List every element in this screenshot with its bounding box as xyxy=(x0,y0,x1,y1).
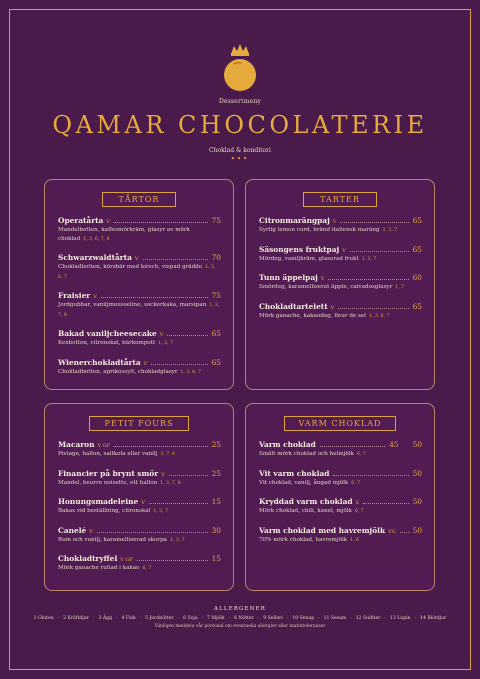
description-text: 70% mörk choklad, havremjölk xyxy=(259,536,348,543)
section-title: TARTER xyxy=(303,192,377,207)
page-subtitle: Choklad & konditori xyxy=(209,147,271,154)
menu-item-name: Honungsmadeleine xyxy=(58,497,139,506)
allergen-codes: 6, 7 xyxy=(351,480,361,486)
menu-item-row xyxy=(58,291,221,300)
diet-tag: S xyxy=(355,500,359,506)
menu-item xyxy=(58,216,221,244)
menu-item-name: Kryddad varm choklad xyxy=(259,497,353,506)
dotted-leader xyxy=(149,503,208,504)
menu-item-description xyxy=(58,368,221,378)
allergen-codes: 1, 3, 6, 7 xyxy=(180,369,201,375)
dotted-leader xyxy=(320,446,385,447)
dotted-leader xyxy=(151,364,207,365)
diet-tag: V xyxy=(143,360,148,367)
dotted-leader xyxy=(340,222,408,223)
menu-item-description xyxy=(58,479,221,489)
allergen-entry: 6 Soja xyxy=(183,616,198,621)
allergen-entry: 13 Lupin xyxy=(389,616,411,621)
menu-item-row xyxy=(259,302,422,311)
dotted-leader xyxy=(400,532,409,533)
allergen-entry: 3 Ägg xyxy=(98,616,113,621)
menu-item-price: 65 xyxy=(412,216,422,225)
separator: · xyxy=(286,616,289,621)
allergen-entry: 4 Fisk xyxy=(121,616,136,621)
separator: · xyxy=(350,616,352,621)
menu-item-row xyxy=(259,469,422,478)
dotted-leader xyxy=(114,446,207,447)
separator: · xyxy=(201,616,204,621)
diet-tag: V xyxy=(106,219,110,225)
menu-item xyxy=(58,329,221,349)
menu-item-price: 65 xyxy=(412,301,422,311)
section-tartor xyxy=(44,179,234,390)
menu-item-description xyxy=(259,255,422,265)
menu-item-description xyxy=(259,507,422,517)
menu-item xyxy=(58,358,221,378)
allergen-codes: 1, 3, 7 xyxy=(153,509,168,514)
menu-item-price: 70 xyxy=(211,253,221,262)
menu-item-name: Schwarzwaldtårta xyxy=(58,253,132,262)
description-text: Jordgubbar, vaniljmousseline, sockerkaka, marsipan xyxy=(58,302,207,308)
menu-item-row xyxy=(259,273,422,282)
description-text: Mandelbotten, kaffesmörkräm, glasyr av mörk choklad xyxy=(58,227,190,242)
menu-item xyxy=(58,554,221,574)
menu-item xyxy=(58,253,221,282)
menu-eyebrow: Dessertmeny xyxy=(218,98,262,105)
menu-item-name: Financier på brynt smör xyxy=(58,468,159,478)
allergen-entry: 8 Nötter xyxy=(234,616,254,621)
allergen-entry: 5 Jordnötter xyxy=(145,616,174,621)
menu-item-price: 50 xyxy=(412,525,422,535)
allergen-codes: 6, 7 xyxy=(356,452,366,457)
description-text: Mörk choklad, chili, kanel, mjölk xyxy=(259,508,352,514)
diet-tag: V GF xyxy=(120,557,133,563)
separator: · xyxy=(414,616,417,621)
menu-item-name: Tunn äppelpaj xyxy=(259,273,318,282)
menu-item-description xyxy=(259,283,422,293)
diet-tag: V xyxy=(332,219,337,225)
menu-item-name: Chokladtartelett xyxy=(259,301,328,311)
description-text: Smördeg, karamelliserat äpple, calvadosglasyr xyxy=(259,284,393,290)
separator: · xyxy=(139,616,142,621)
menu-item-price: 65 xyxy=(211,329,221,338)
description-text: Mördeg, vaniljkräm, glaserad frukt xyxy=(259,255,359,262)
dotted-leader xyxy=(328,279,408,280)
separator: · xyxy=(177,616,180,621)
menu-item-description xyxy=(58,263,221,282)
menu-item xyxy=(259,497,422,517)
allergen-entry: 2 Kräftdjur xyxy=(63,616,89,621)
allergen-entry: 7 Mjölk xyxy=(207,616,225,621)
separator: · xyxy=(257,616,260,621)
allergen-entry: 10 Senap xyxy=(292,616,315,621)
description-text: Syrlig lemon curd, bränd italiensk maräng xyxy=(259,227,380,233)
menu-item-name: Säsongens fruktpaj xyxy=(259,244,340,254)
menu-header xyxy=(0,42,480,163)
menu-item-row xyxy=(58,329,221,338)
ornament-dots: ••• xyxy=(230,155,250,163)
menu-item-description xyxy=(259,312,422,322)
diet-tag: V xyxy=(342,247,346,254)
dotted-leader xyxy=(169,475,208,476)
diet-tag: V GF xyxy=(97,443,111,449)
menu-item-price: 15 xyxy=(211,554,221,563)
menu-item-row xyxy=(58,253,221,262)
menu-item-description xyxy=(58,301,221,320)
allergen-codes: 3, 7, 8 xyxy=(160,452,176,457)
allergen-entry: 9 Selleri xyxy=(263,616,283,621)
allergen-list xyxy=(0,616,480,621)
diet-tag: V xyxy=(330,304,335,311)
menu-item-description xyxy=(58,450,221,460)
allergen-codes: 1, 3, 7, 8 xyxy=(160,480,181,486)
menu-item-price: 45 xyxy=(389,440,399,449)
description-text: Mörk ganache rullad i kakao xyxy=(58,565,140,571)
separator: · xyxy=(228,616,231,621)
dotted-leader xyxy=(137,560,208,561)
page-title: QAMAR CHOCOLATERIE xyxy=(52,111,428,139)
separator: · xyxy=(92,616,95,621)
menu-item-name: Bakad vaniljcheesecake xyxy=(58,329,157,338)
section-title: VARM CHOKLAD xyxy=(284,416,396,431)
menu-item-name: Vit varm choklad xyxy=(259,468,330,478)
diet-tag: V xyxy=(141,500,145,506)
item-list xyxy=(45,207,233,377)
menu-item-price: 25 xyxy=(211,468,221,478)
allergen-codes: 1, 6 xyxy=(350,537,359,543)
dotted-leader xyxy=(101,297,208,298)
menu-item-row xyxy=(58,440,221,449)
section-petit-fours xyxy=(44,403,234,591)
menu-item-name: Canelé xyxy=(58,525,87,535)
menu-item-price: 75 xyxy=(211,291,221,300)
menu-item-row xyxy=(58,497,221,506)
menu-item-row xyxy=(58,554,221,563)
menu-item-name: Varm choklad xyxy=(259,440,316,449)
menu-item-price: 50 xyxy=(412,468,422,478)
diet-tag: V xyxy=(134,256,139,262)
menu-item-description xyxy=(58,507,221,517)
menu-item xyxy=(58,526,221,546)
menu-item-price: 75 xyxy=(211,216,221,225)
menu-item-name: Macaron xyxy=(58,440,95,449)
menu-item-description xyxy=(259,536,422,546)
menu-item-name: Wienerchokladtårta xyxy=(58,357,141,367)
menu-item-price: 60 xyxy=(412,273,422,282)
description-text: Chokladbotten, körsbär med kirsch, vispad grädde xyxy=(58,264,203,270)
menu-item-description xyxy=(259,450,422,460)
item-list xyxy=(45,431,233,574)
dotted-leader xyxy=(114,222,208,223)
separator: · xyxy=(384,616,386,621)
menu-item-price: 30 xyxy=(211,525,221,535)
separator: · xyxy=(116,616,118,621)
allergen-codes: 1, 3, 6, 7 xyxy=(368,313,390,319)
dotted-leader xyxy=(363,503,409,504)
description-text: Chokladbotten, aprikossylt, chokladglasyr xyxy=(58,368,178,375)
menu-item xyxy=(259,469,422,489)
menu-item-row xyxy=(259,245,422,254)
diet-tag: VG xyxy=(388,528,396,535)
description-text: Mandel, beurre noisette, ett hallon xyxy=(58,479,158,486)
menu-item-name: Chokladtryffel xyxy=(58,554,118,563)
menu-item xyxy=(259,245,422,265)
description-text: Smält mörk choklad och helmjölk xyxy=(259,451,354,457)
dotted-leader xyxy=(333,475,408,476)
description-text: Pistage, hallon, saltkola eller vanilj xyxy=(58,451,158,457)
description-text: Kexbotten, citronskal, bärkompott xyxy=(58,340,156,346)
item-list xyxy=(246,431,434,545)
section-varm-choklad xyxy=(245,403,435,591)
pomegranate-logo-icon xyxy=(215,42,265,98)
description-text: Bakas vid beställning, citronskal xyxy=(58,508,151,514)
menu-item-price: 65 xyxy=(211,357,221,367)
menu-item-description xyxy=(58,536,221,546)
dotted-leader xyxy=(167,335,207,336)
menu-item-description xyxy=(58,226,221,244)
allergen-entry: 1 Gluten xyxy=(33,616,54,621)
allergen-codes: 1, 3, 7, 8 xyxy=(58,303,220,318)
menu-item xyxy=(259,273,422,293)
menu-item-description xyxy=(58,339,221,349)
allergen-note: Vänligen meddela vår personal om eventuella allergier eller matintoleranser xyxy=(154,624,326,629)
dotted-leader xyxy=(97,532,208,533)
menu-item xyxy=(58,291,221,320)
menu-item-price-large: 50 xyxy=(412,440,422,449)
allergen-codes: 1, 7 xyxy=(395,285,405,290)
menu-item-name: Citronmarängpaj xyxy=(259,216,330,225)
allergen-codes: 1, 3, 7 xyxy=(170,537,185,543)
section-tarter xyxy=(245,179,435,390)
diet-tag: V xyxy=(320,276,325,282)
separator: · xyxy=(57,616,60,621)
menu-item-row xyxy=(58,469,221,478)
menu-item-description xyxy=(259,479,422,489)
allergen-codes: 1, 3, 7 xyxy=(361,256,377,262)
menu-item-price: 25 xyxy=(211,440,221,449)
menu-item-price: 15 xyxy=(211,497,221,506)
allergen-codes: 6, 7 xyxy=(354,509,364,514)
description-text: Rom och vanilj, karamelliserad skorpa xyxy=(58,536,167,543)
description-text: Mörk ganache, kakaodeg, fleur de sel xyxy=(259,312,366,319)
allergen-codes: 1, 3, 6, 7 xyxy=(58,265,216,280)
allergen-codes: 1, 3, 7 xyxy=(158,341,173,346)
section-title: TÅRTOR xyxy=(102,192,176,207)
menu-item-description xyxy=(259,226,422,236)
item-list xyxy=(246,207,434,321)
diet-tag: V xyxy=(93,294,97,300)
dotted-leader xyxy=(338,308,408,309)
menu-item xyxy=(58,440,221,460)
menu-item-row xyxy=(259,216,422,225)
diet-tag: V xyxy=(89,528,93,535)
menu-item-name: Varm choklad med havremjölk xyxy=(259,525,386,535)
menu-item-row xyxy=(259,497,422,506)
menu-item-price: 65 xyxy=(412,244,422,254)
dotted-leader xyxy=(350,251,409,252)
menu-item xyxy=(58,469,221,489)
allergen-footer xyxy=(0,606,480,629)
diet-tag: V xyxy=(159,332,164,338)
menu-item-row xyxy=(259,526,422,535)
menu-item xyxy=(259,216,422,236)
menu-item-price: 50 xyxy=(412,497,422,506)
menu-item-row xyxy=(58,216,221,225)
menu-item-row xyxy=(58,526,221,535)
allergen-codes: 1, 3, 7 xyxy=(382,228,398,233)
allergen-entry: 14 Blötdjur xyxy=(420,616,447,621)
allergen-entry: 12 Sulfiter xyxy=(355,616,381,621)
menu-item xyxy=(259,526,422,546)
menu-item-row xyxy=(259,440,422,449)
allergen-codes: 1, 3, 6, 7, 8 xyxy=(83,236,110,242)
separator: · xyxy=(318,616,320,621)
menu-item-name: Operatårta xyxy=(58,216,104,225)
menu-item xyxy=(259,440,422,460)
menu-item-description xyxy=(58,564,221,574)
menu-item xyxy=(259,302,422,322)
description-text: Vit choklad, vanilj, ångad mjölk xyxy=(259,479,349,486)
allergen-codes: 6, 7 xyxy=(142,566,152,571)
allergen-entry: 11 Sesam xyxy=(323,616,347,621)
menu-item-row xyxy=(58,358,221,367)
section-title: PETIT FOURS xyxy=(89,416,189,431)
dotted-leader xyxy=(143,259,208,260)
diet-tag: V xyxy=(161,471,165,478)
allergen-title: ALLERGENER xyxy=(214,606,266,612)
menu-item xyxy=(58,497,221,517)
menu-item-name: Fraisier xyxy=(58,291,91,300)
